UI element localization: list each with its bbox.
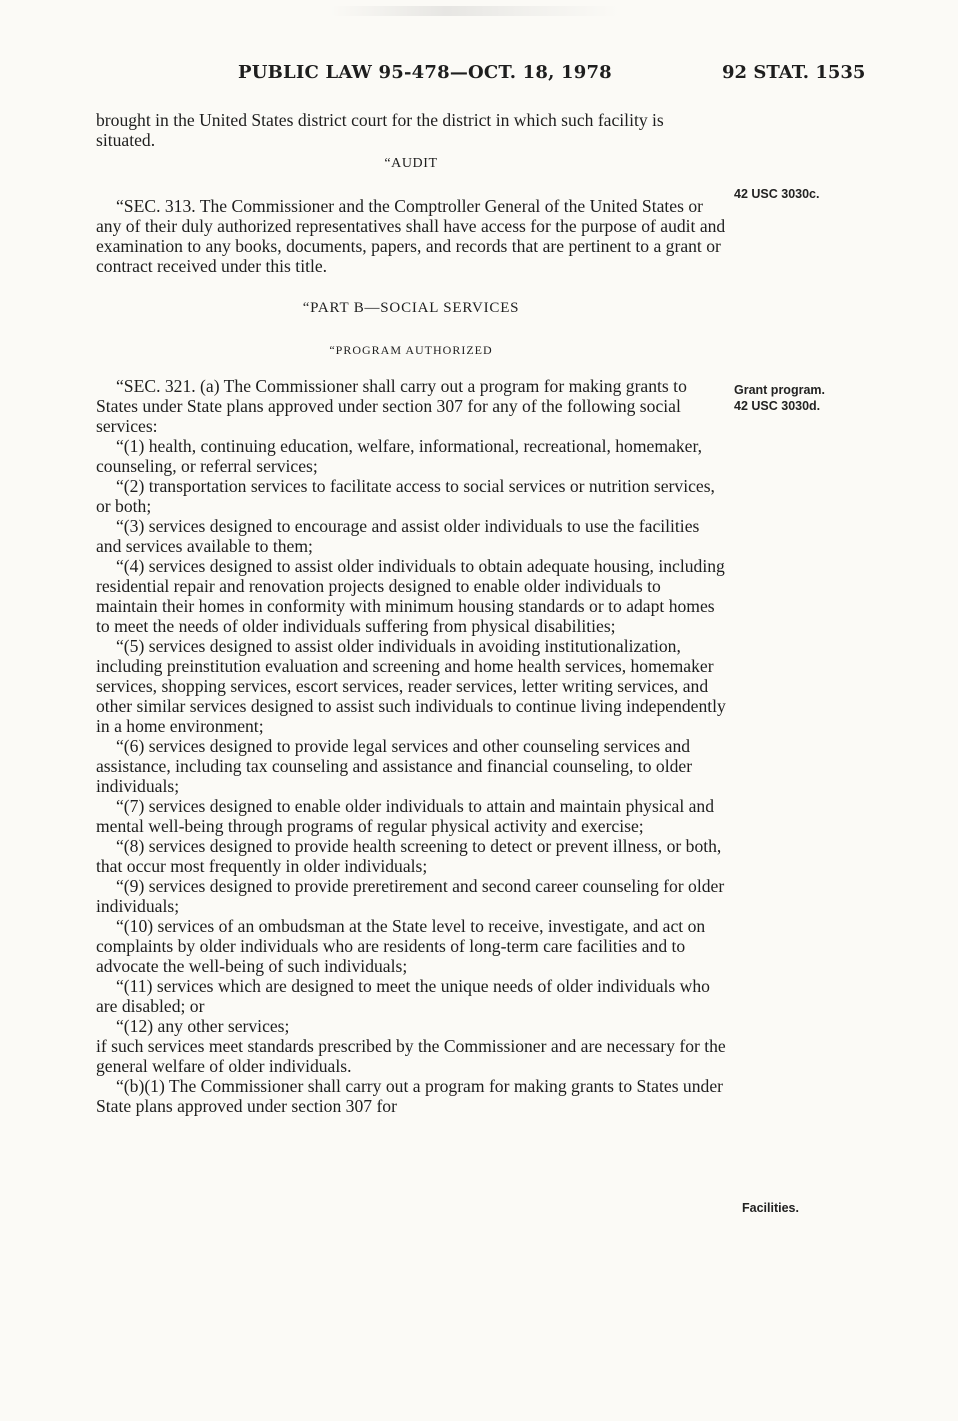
section-321-b: “(b)(1) The Commissioner shall carry out a program for making grants to States under State plans approved under section 307 for (96, 1076, 723, 1116)
margin-note-usc-3030c: 42 USC 3030c. (734, 187, 820, 201)
section-313: “SEC. 313. The Commissioner and the Comptroller General of the United States or any of their duly authorized representatives shall have access for the purpose of audit and examination to any books, documents, papers, and records that are pertinent to a grant or contract received under this title. (96, 196, 726, 276)
list-item: “(12) any other services; (116, 1016, 290, 1036)
margin-note-usc-3030d: 42 USC 3030d. (734, 399, 821, 413)
list-item: “(11) services which are designed to meet the unique needs of older individuals who are disabled; or (96, 976, 710, 1016)
part-b-heading: “PART B—SOCIAL SERVICES (302, 300, 520, 316)
list-item: “(8) services designed to provide health screening to detect or prevent illness, or both, that occur most frequently in older individuals; (96, 836, 722, 876)
margin-note-facilities: Facilities. (742, 1201, 799, 1215)
statute-body (96, 110, 726, 1116)
audit-heading: “AUDIT (384, 156, 438, 171)
page-smudge (330, 6, 620, 16)
list-item: “(7) services designed to enable older individuals to attain and maintain physical and mental well-being through programs of regular physical activity and exercise; (96, 796, 715, 836)
margin-note-grant-program: Grant program. (734, 383, 825, 397)
list-item: “(3) services designed to encourage and assist older individuals to use the facilities and services available to them; (96, 516, 700, 556)
list-item: “(1) health, continuing education, welfare, informational, recreational, homemaker, counseling, or referral services; (96, 436, 702, 476)
list-item: “(2) transportation services to facilitate access to social services or nutrition services, or both; (96, 476, 715, 516)
closing-paragraph: if such services meet standards prescribed by the Commissioner and are necessary for the general welfare of older individuals. (96, 1036, 726, 1076)
running-header-left: PUBLIC LAW 95-478—OCT. 18, 1978 (238, 62, 612, 83)
list-item: “(6) services designed to provide legal services and other counseling services and assistance, including tax counseling and assistance and financial counseling, to older individuals; (96, 736, 693, 796)
program-authorized-heading: “PROGRAM AUTHORIZED (329, 343, 493, 357)
intro-paragraph: brought in the United States district court for the district in which such facility is situated. (96, 110, 664, 150)
list-item: “(5) services designed to assist older individuals in avoiding institutionalization, including preinstitution evaluation and screening and home health services, homemaker services, shopping services, escort services, reader services, letter writing services, and other similar services designed to assist such individuals to continue living independently in a home environment; (96, 636, 726, 736)
list-item: “(10) services of an ombudsman at the State level to receive, investigate, and act on complaints by older individuals who are residents of long-term care facilities and to advocate the well-being of such individuals; (96, 916, 706, 976)
list-item: “(4) services designed to assist older individuals to obtain adequate housing, including residential repair and renovation projects designed to enable older individuals to maintain their homes in conformity with minimum housing standards or to adapt homes to meet the needs of older individuals suffering from physical disabilities; (96, 556, 725, 636)
list-item: “(9) services designed to provide preretirement and second career counseling for older individuals; (96, 876, 725, 916)
running-header-right: 92 STAT. 1535 (722, 62, 866, 83)
section-321-a: “SEC. 321. (a) The Commissioner shall carry out a program for making grants to States under State plans approved under section 307 for any of the following social services: (96, 376, 687, 436)
